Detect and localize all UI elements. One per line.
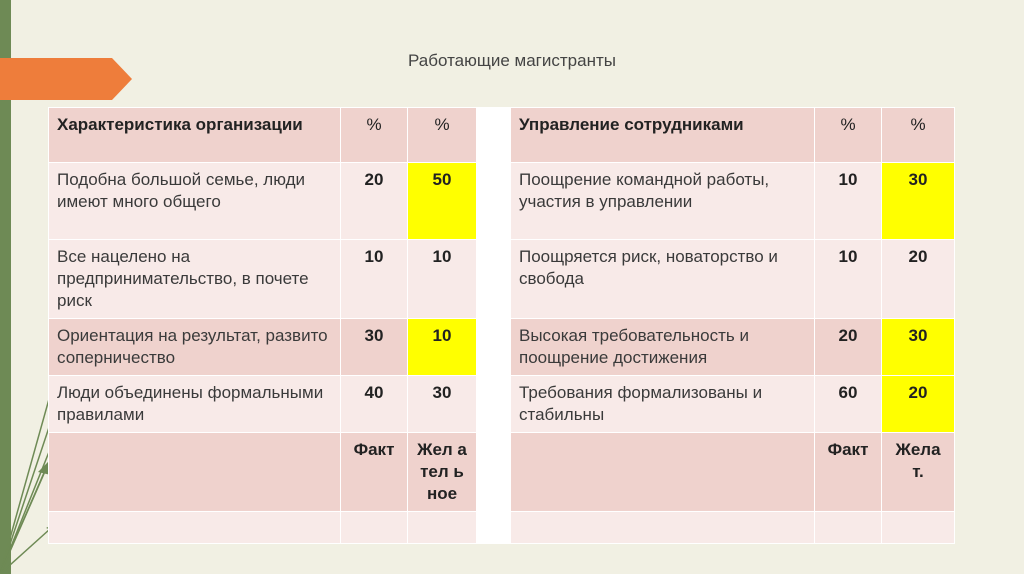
left-header-pct-desired: % (408, 108, 477, 163)
left-row-label: Все нацелено на предпринимательство, в почете риск (49, 240, 341, 319)
left-footer-desired: Жел ател ьное (408, 433, 477, 512)
left-footer-fact: Факт (341, 433, 408, 512)
right-row-fact: 60 (815, 376, 882, 433)
right-row-fact: 20 (815, 319, 882, 376)
right-header-label: Управление сотрудниками (511, 108, 815, 163)
left-row-fact: 30 (341, 319, 408, 376)
right-footer-desired: Жела т. (882, 433, 955, 512)
left-header-pct-fact: % (341, 108, 408, 163)
left-footer-empty (49, 433, 341, 512)
left-row-label: Люди объединены формальными правилами (49, 376, 341, 433)
right-header-pct-fact: % (815, 108, 882, 163)
comparison-table (48, 107, 955, 544)
empty-cell (49, 512, 341, 544)
right-header-pct-desired: % (882, 108, 955, 163)
left-row-fact: 10 (341, 240, 408, 319)
right-footer-fact: Факт (815, 433, 882, 512)
right-row-label: Поощряется риск, новаторство и свобода (511, 240, 815, 319)
right-row-fact: 10 (815, 240, 882, 319)
left-row-fact: 40 (341, 376, 408, 433)
left-row-fact: 20 (341, 163, 408, 240)
empty-cell (408, 512, 477, 544)
right-row-label: Требования формализованы и стабильны (511, 376, 815, 433)
empty-cell (815, 512, 882, 544)
left-row-desired: 10 (408, 319, 477, 376)
table-header-row (49, 108, 955, 163)
empty-cell (882, 512, 955, 544)
right-row-desired: 30 (882, 319, 955, 376)
right-row-desired: 30 (882, 163, 955, 240)
right-row-desired: 20 (882, 376, 955, 433)
right-row-fact: 10 (815, 163, 882, 240)
left-row-desired: 30 (408, 376, 477, 433)
empty-cell (341, 512, 408, 544)
left-row-label: Подобна большой семье, люди имеют много общего (49, 163, 341, 240)
left-row-desired: 10 (408, 240, 477, 319)
empty-cell (511, 512, 815, 544)
right-row-label: Поощрение командной работы, участия в управлении (511, 163, 815, 240)
left-row-label: Ориентация на результат, развито соперничество (49, 319, 341, 376)
left-row-desired: 50 (408, 163, 477, 240)
column-separator (477, 108, 511, 544)
page-title: Работающие магистранты (408, 51, 616, 70)
right-footer-empty (511, 433, 815, 512)
right-row-desired: 20 (882, 240, 955, 319)
right-row-label: Высокая требовательность и поощрение достижения (511, 319, 815, 376)
left-header-label: Характеристика организации (49, 108, 341, 163)
